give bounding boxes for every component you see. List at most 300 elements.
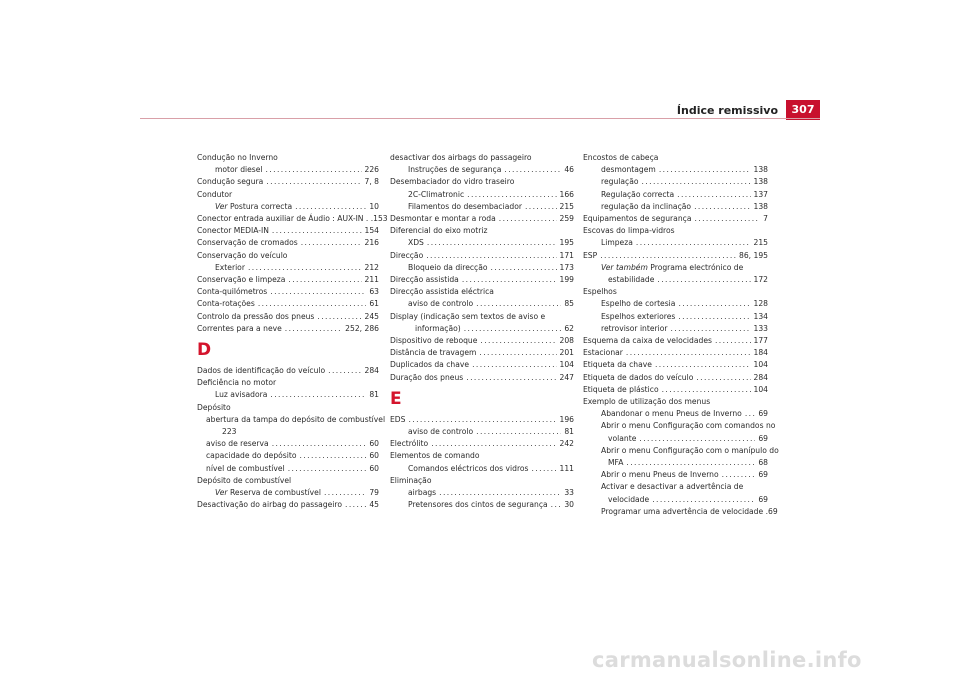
index-entry-term: Correntes para a neve: [197, 323, 282, 333]
index-page-ref: 69: [758, 433, 768, 443]
index-entry-term: Comandos eléctricos dos vidros: [408, 463, 529, 473]
index-entry: [583, 152, 768, 164]
index-entry: [583, 457, 768, 469]
leader-dots: [426, 250, 556, 262]
index-page-ref: 111: [559, 463, 574, 473]
index-entry: [390, 164, 574, 176]
index-entry: [197, 323, 379, 335]
index-page-ref: 7, 8: [364, 177, 379, 187]
index-page-ref: 62: [564, 323, 574, 333]
index-entry-term: Etiqueta da chave: [583, 360, 652, 370]
index-entry: [197, 377, 379, 389]
index-see-reference: Ver: [215, 201, 228, 211]
index-entry: [583, 225, 768, 237]
leader-dots: [427, 237, 557, 249]
leader-dots: [466, 372, 556, 384]
leader-dots: [248, 262, 362, 274]
leader-dots: [288, 274, 361, 286]
index-entry-term: Regulação correcta: [601, 189, 675, 199]
index-entry: [390, 347, 574, 359]
index-entry-text: Programa electrónico de: [647, 262, 744, 272]
index-entry-term: Dados de identificação do veículo: [197, 366, 326, 376]
index-entry: [583, 250, 768, 262]
index-entry-text: Reserva de combustível: [227, 488, 321, 498]
index-entry: [583, 213, 768, 225]
index-entry-term: Filamentos do desembaciador: [408, 201, 522, 211]
index-entry: [583, 323, 768, 335]
index-entry-term: Elementos de comando: [390, 451, 480, 461]
index-entry: [583, 481, 768, 493]
index-entry: [390, 152, 574, 164]
leader-dots: [476, 298, 561, 310]
index-see-reference: Ver também: [601, 262, 648, 272]
index-entry-term: Etiqueta de plástico: [583, 384, 659, 394]
index-entry-term: Conta-quilómetros: [197, 287, 268, 297]
index-page-ref: 61: [369, 299, 379, 309]
index-entry-term: Exemplo de utilização dos menus: [583, 397, 711, 407]
index-entry-term: Abandonar o menu Pneus de Inverno: [601, 409, 742, 419]
index-entry-term: Activar e desactivar a advertência de: [601, 482, 744, 492]
index-page-ref: 138: [753, 201, 768, 211]
leader-dots: [324, 487, 366, 499]
leader-dots: [642, 176, 751, 188]
leader-dots: [525, 201, 557, 213]
index-entry-term: Conta-rotações: [197, 299, 255, 309]
index-entry: [390, 426, 574, 438]
index-entry-term: EDS: [390, 414, 406, 424]
index-entry: [197, 176, 379, 188]
leader-dots: [600, 250, 736, 262]
index-page-ref: 166: [559, 189, 574, 199]
index-entry: [583, 201, 768, 213]
index-entry: [583, 433, 768, 445]
index-entry: [197, 311, 379, 323]
index-entry-term: Desmontar e montar a roda: [390, 214, 496, 224]
index-entry-term: regulação da inclinação: [601, 201, 692, 211]
index-page-ref: 199: [559, 275, 574, 285]
index-entry-term: Condutor: [197, 189, 233, 199]
leader-dots: [551, 499, 562, 511]
index-entry-term: Instruções de segurança: [408, 165, 502, 175]
leader-dots: [671, 323, 751, 335]
index-entry-term: aviso de reserva: [206, 439, 269, 449]
index-entry-term: aviso de controlo: [408, 299, 474, 309]
index-page-ref: 46: [564, 165, 574, 175]
index-page-ref: 215: [559, 201, 574, 211]
leader-dots: [491, 262, 557, 274]
index-entry: [583, 420, 776, 432]
leader-dots: [345, 499, 366, 511]
index-entry-term: Condução segura: [197, 177, 264, 187]
index-entry-term: Bloqueio da direcção: [408, 262, 488, 272]
index-entry: [583, 311, 768, 323]
index-entry: [390, 262, 574, 274]
leader-dots: [431, 438, 556, 450]
index-entry: [197, 475, 379, 487]
index-entry-term: Depósito: [197, 402, 231, 412]
index-entry: [197, 225, 379, 237]
index-entry-term: Espelho de cortesia: [601, 299, 676, 309]
index-entry: [583, 176, 768, 188]
index-page-ref: 137: [753, 189, 768, 199]
index-entry-term: informação): [415, 323, 461, 333]
leader-dots: [696, 372, 750, 384]
leader-dots: [270, 286, 366, 298]
index-entry-term: Electrólito: [390, 439, 429, 449]
leader-dots: [678, 311, 750, 323]
index-entry: [197, 402, 379, 414]
index-entry: [583, 335, 768, 347]
index-entry: [583, 286, 768, 298]
index-entry: [390, 499, 574, 511]
leader-dots: [295, 201, 366, 213]
leader-dots: [300, 450, 367, 462]
index-entry-term: Deficiência no motor: [197, 378, 277, 388]
index-entry-term: Depósito de combustível: [197, 475, 292, 485]
index-entry-term: Duração dos pneus: [390, 372, 464, 382]
index-entry: [390, 487, 574, 499]
index-entry: [390, 359, 574, 371]
index-entry-term: Abrir o menu Configuração com o manípulo do: [601, 445, 779, 455]
index-entry-term: XDS: [408, 238, 424, 248]
index-page-ref: 171: [559, 250, 574, 260]
index-page-ref: 154: [364, 226, 379, 236]
index-page-ref: 60: [369, 439, 379, 449]
index-entry: [197, 164, 379, 176]
index-page-ref: 81: [564, 427, 574, 437]
leader-dots: [439, 487, 561, 499]
index-entry-term: [215, 487, 321, 499]
index-entry: [390, 450, 574, 462]
index-page-ref: 133: [753, 323, 768, 333]
page-header-title: Índice remissivo: [676, 104, 778, 117]
leader-dots: [258, 298, 367, 310]
leader-dots: [285, 323, 342, 335]
index-page-ref: 60: [369, 463, 379, 473]
leader-dots: [479, 347, 556, 359]
index-page-ref: 259: [559, 214, 574, 224]
index-entry: [583, 494, 768, 506]
index-entry-term: Limpeza: [601, 238, 633, 248]
index-entry: [583, 274, 768, 286]
index-page-ref: 63: [369, 287, 379, 297]
index-page-ref: 208: [559, 336, 574, 346]
index-page-ref: 69: [758, 409, 768, 419]
index-entry-term: 2C-Climatronic: [408, 189, 465, 199]
index-entry: [390, 311, 574, 323]
index-entry: [197, 152, 379, 164]
index-entry: [390, 298, 574, 310]
index-entry-term: ESP: [583, 250, 598, 260]
index-page-ref: 173: [559, 262, 574, 272]
index-entry: [390, 323, 574, 335]
index-page-ref: 7: [763, 214, 768, 224]
index-entry-term: Conservação do veículo: [197, 250, 288, 260]
index-entry: [197, 414, 386, 426]
index-entry: [583, 164, 768, 176]
index-entry-term: Dispositivo de reboque: [390, 336, 478, 346]
index-page-ref: 195: [559, 238, 574, 248]
index-entry: [197, 237, 379, 249]
index-page-ref: 216: [364, 238, 379, 248]
index-entry: [583, 506, 778, 518]
leader-dots: [715, 335, 751, 347]
index-entry-term: Conservação de cromados: [197, 238, 298, 248]
index-entry-term: Abrir o menu Pneus de Inverno: [601, 470, 719, 480]
index-entry-term: [215, 201, 292, 213]
index-entry-term: desmontagem: [601, 165, 656, 175]
leader-dots: [626, 347, 751, 359]
index-entry: [390, 237, 574, 249]
index-entry: [583, 262, 768, 274]
index-entry-term: Escovas do limpa-vidros: [583, 226, 675, 236]
leader-dots: [694, 201, 750, 213]
index-page-ref: 138: [753, 177, 768, 187]
index-entry-term: Conservação e limpeza: [197, 275, 286, 285]
index-entry: [197, 499, 379, 511]
index-page-ref: 184: [753, 348, 768, 358]
index-page-ref: 33: [564, 488, 574, 498]
index-entry: [390, 250, 574, 262]
index-page-ref: 177: [753, 336, 768, 346]
index-page-ref: 60: [369, 451, 379, 461]
index-entry: [583, 408, 768, 420]
index-entry-term: Desembaciador do vidro traseiro: [390, 177, 515, 187]
index-entry: [583, 384, 768, 396]
index-entry: [197, 274, 379, 286]
leader-dots: [472, 359, 556, 371]
index-entry: [583, 347, 768, 359]
index-page-ref: 284: [753, 372, 768, 382]
index-entry: [583, 189, 768, 201]
index-page-ref: 69: [758, 494, 768, 504]
index-entry: [390, 414, 574, 426]
index-page-ref: 128: [753, 299, 768, 309]
index-entry: [390, 189, 574, 201]
index-entry: [390, 286, 574, 298]
leader-dots: [301, 237, 362, 249]
index-page-ref: 10: [369, 201, 379, 211]
index-page-ref: 85: [564, 299, 574, 309]
index-page-ref: 79: [369, 488, 379, 498]
index-entry: [197, 365, 379, 377]
index-entry-term: desactivar dos airbags do passageiro: [390, 153, 532, 162]
index-entry: [583, 445, 779, 457]
index-entry-term: nível de combustível: [206, 463, 285, 473]
index-entry: [390, 335, 574, 347]
index-entry: [390, 475, 574, 487]
leader-dots: [266, 176, 361, 188]
index-entry-term: retrovisor interior: [601, 323, 668, 333]
index-entry: [583, 396, 768, 408]
index-entry-term: Distância de travagem: [390, 348, 477, 358]
index-entry: [197, 286, 379, 298]
index-page-ref: 153: [373, 214, 388, 224]
index-entry-term: Luz avisadora: [215, 390, 268, 400]
leader-dots: [462, 274, 557, 286]
index-entry: [390, 176, 574, 188]
index-section-letter: E: [390, 388, 402, 409]
index-entry-term: Encostos de cabeça: [583, 153, 659, 162]
index-entry-term: Estacionar: [583, 348, 623, 358]
leader-dots: [636, 237, 751, 249]
index-entry: [197, 438, 379, 450]
index-entry: [390, 372, 574, 384]
index-page-ref: 196: [559, 414, 574, 424]
index-entry-term: Duplicados da chave: [390, 360, 470, 370]
index-page-ref: 69: [758, 470, 768, 480]
index-entry: [197, 189, 379, 201]
leader-dots: [655, 359, 751, 371]
index-entry-term: motor diesel: [215, 165, 263, 175]
index-entry: [197, 250, 379, 262]
index-entry: [197, 213, 388, 225]
index-page-ref: 172: [753, 275, 768, 285]
index-page-ref: 104: [753, 384, 768, 394]
leader-dots: [480, 335, 556, 347]
index-entry: [197, 389, 379, 401]
leader-dots: [657, 274, 750, 286]
index-entry-term: Equipamentos de segurança: [583, 214, 692, 224]
index-page-ref: 104: [753, 360, 768, 370]
leader-dots: [694, 213, 760, 225]
leader-dots: [467, 189, 556, 201]
leader-dots: [270, 389, 366, 401]
index-entry: [197, 487, 379, 499]
leader-dots: [476, 426, 561, 438]
leader-dots: [464, 323, 562, 335]
index-entry-term: Direcção assistida: [390, 275, 459, 285]
index-page-ref: 30: [564, 500, 574, 510]
index-entry-term: [601, 262, 743, 274]
index-page-ref: 201: [559, 348, 574, 358]
index-entry-term: Espelhos: [583, 287, 617, 297]
leader-dots: [677, 189, 750, 201]
index-section-letter: D: [197, 340, 212, 361]
index-entry-term: Direcção: [390, 250, 424, 260]
index-page-ref: 134: [753, 311, 768, 321]
index-entry: [390, 213, 574, 225]
index-entry-term: Desactivação do airbag do passageiro: [197, 500, 343, 510]
index-entry-term: Conector entrada auxiliar de Áudio : AUX-IN . .: [197, 214, 374, 224]
index-entry: [197, 262, 379, 274]
index-entry-term: Controlo da pressão dos pneus: [197, 311, 315, 321]
index-entry-term: Display (indicação sem textos de aviso e: [390, 311, 546, 321]
index-entry: [390, 201, 574, 213]
index-entry-term: Espelhos exteriores: [601, 311, 676, 321]
index-entry: [583, 359, 768, 371]
index-see-reference: Ver: [215, 488, 228, 498]
index-entry-term: aviso de controlo: [408, 427, 474, 437]
index-entry: [197, 463, 379, 475]
index-page-ref: 247: [559, 372, 574, 382]
index-entry-term: velocidade: [608, 494, 650, 504]
index-page-ref: 215: [753, 238, 768, 248]
index-page-ref: 86, 195: [739, 250, 768, 260]
index-entry-term: Condução no Inverno: [197, 153, 278, 162]
index-column-2: [390, 152, 574, 511]
index-page-ref: 138: [753, 165, 768, 175]
leader-dots: [328, 365, 361, 377]
leader-dots: [722, 469, 756, 481]
index-entry-term: Diferencial do eixo motriz: [390, 226, 488, 236]
leader-dots: [662, 384, 751, 396]
leader-dots: [532, 463, 557, 475]
leader-dots: [504, 164, 561, 176]
leader-dots: [317, 311, 361, 323]
index-entry-term: regulação: [601, 177, 639, 187]
index-entry-term: Direcção assistida eléctrica: [390, 287, 494, 297]
index-entry: [390, 274, 574, 286]
index-entry: [197, 298, 379, 310]
watermark-text: carmanualsonline.info: [592, 648, 862, 672]
index-entry: [583, 372, 768, 384]
leader-dots: [288, 463, 367, 475]
index-page-ref: 242: [559, 439, 574, 449]
index-page-ref: 45: [369, 500, 379, 510]
index-column-1: [197, 152, 388, 511]
index-page-ref: 245: [364, 311, 379, 321]
index-entry: [583, 298, 768, 310]
index-entry-term: 223: [222, 427, 237, 437]
leader-dots: [639, 433, 755, 445]
index-entry-term: Programar uma advertência de velocidade .: [601, 506, 768, 516]
leader-dots: [408, 414, 556, 426]
index-page-ref: 68: [758, 458, 768, 468]
index-entry: [390, 438, 574, 450]
index-entry-term: Esquema da caixa de velocidades: [583, 336, 712, 346]
index-entry-term: Eliminação: [390, 475, 432, 485]
index-entry-term: abertura da tampa do depósito de combustível: [206, 414, 386, 424]
header-divider: [140, 118, 820, 119]
index-entry: [197, 426, 379, 438]
leader-dots: [272, 225, 362, 237]
index-page-ref: 252, 286: [345, 323, 379, 333]
index-entry-term: Exterior: [215, 262, 245, 272]
index-page-ref: 284: [364, 366, 379, 376]
index-entry-term: capacidade do depósito: [206, 451, 297, 461]
index-page-ref: 69: [768, 506, 778, 516]
index-entry: [390, 225, 574, 237]
index-entry-term: MFA: [608, 458, 624, 468]
index-entry-term: estabilidade: [608, 275, 655, 285]
index-page-ref: 226: [364, 165, 379, 175]
index-entry-term: volante: [608, 433, 637, 443]
index-entry: [583, 237, 768, 249]
leader-dots: [659, 164, 751, 176]
index-entry: [197, 201, 379, 213]
index-entry-term: Conector MEDIA-IN: [197, 226, 269, 236]
page-number-badge: 307: [786, 100, 820, 120]
index-page-ref: 81: [369, 390, 379, 400]
index-entry-term: Etiqueta de dados do veículo: [583, 372, 694, 382]
index-entry-term: airbags: [408, 488, 437, 498]
leader-dots: [678, 298, 750, 310]
leader-dots: [745, 408, 756, 420]
leader-dots: [272, 438, 367, 450]
index-page-ref: 104: [559, 360, 574, 370]
index-column-3: [583, 152, 779, 518]
leader-dots: [652, 494, 755, 506]
index-entry-term: Pretensores dos cintos de segurança: [408, 500, 548, 510]
leader-dots: [499, 213, 557, 225]
index-page-ref: 212: [364, 262, 379, 272]
index-entry-text: Postura correcta: [227, 201, 293, 211]
leader-dots: [626, 457, 755, 469]
leader-dots: [266, 164, 362, 176]
index-entry: [197, 450, 379, 462]
index-entry: [390, 463, 574, 475]
